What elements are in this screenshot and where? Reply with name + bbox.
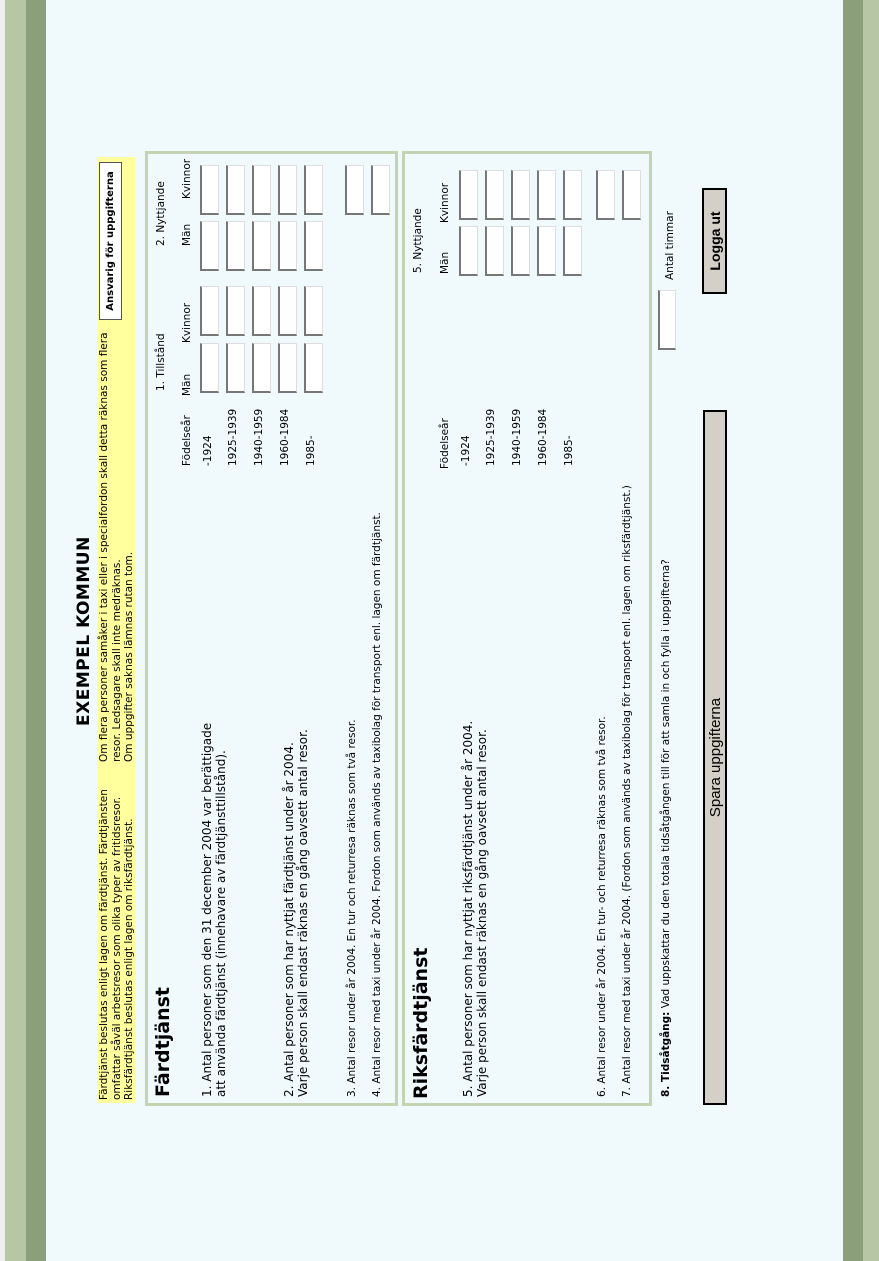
row-label: 1985- — [563, 435, 575, 466]
info-fardtjanst-text: Färdtjänst beslutas enligt lagen om färdtjänst. Färdtjänsten omfattar såväl arbetsresor som olika typer av fritidsresor. — [98, 789, 123, 1100]
save-button[interactable]: Spara uppgifterna — [703, 410, 727, 1105]
q1-men-input[interactable] — [278, 343, 297, 393]
q5-text — [461, 721, 489, 1097]
q1-men-input[interactable] — [200, 343, 219, 393]
row-label: 1960-1984 — [279, 408, 291, 466]
row-label: 1925-1939 — [227, 408, 239, 466]
q1-women-input[interactable] — [252, 286, 271, 336]
q1-women-input[interactable] — [304, 286, 323, 336]
q1-women-input[interactable] — [226, 286, 245, 336]
row-label: 1925-1939 — [485, 408, 497, 466]
q6-input[interactable] — [596, 170, 615, 220]
q2-men-input[interactable] — [226, 221, 245, 271]
row-label: -1924 — [202, 435, 214, 466]
q2-men-input[interactable] — [200, 221, 219, 271]
q2-women-input[interactable] — [278, 165, 297, 215]
q4-input[interactable] — [371, 165, 390, 215]
row-label: 1985- — [305, 435, 317, 466]
responsible-area — [97, 157, 135, 323]
q2-line1: 2. Antal personer som har nyttjat färdtjänst under år 2004. — [282, 742, 296, 1097]
q5-women-input[interactable] — [511, 170, 530, 220]
responsible-button[interactable]: Ansvarig för uppgifterna — [99, 162, 122, 320]
q5-women-input[interactable] — [459, 170, 478, 220]
q7-input[interactable] — [622, 170, 641, 220]
col-group-riks-nyttjande: 5. Nyttjande — [412, 208, 424, 273]
q2-women-input[interactable] — [200, 165, 219, 215]
q2-text — [282, 729, 310, 1097]
q2-women-input[interactable] — [252, 165, 271, 215]
q5-women-input[interactable] — [485, 170, 504, 220]
municipality-title: EXEMPEL KOMMUN — [74, 536, 94, 726]
q1-text — [200, 723, 228, 1097]
q1-women-input[interactable] — [278, 286, 297, 336]
row-label: 1940-1959 — [511, 408, 523, 466]
q5-men-input[interactable] — [563, 226, 582, 276]
q1-men-input[interactable] — [252, 343, 271, 393]
q5-men-input[interactable] — [485, 226, 504, 276]
q1-line2: att använda färdtjänst (innehavare av färdtjänsttillstånd). — [214, 750, 228, 1097]
col-women-tillstand: Kvinnor — [181, 302, 193, 343]
q6-text: 6. Antal resor under år 2004. En tur- och returresa räknas som två resor. — [596, 716, 608, 1097]
fardtjanst-panel — [145, 151, 398, 1106]
info-box-right — [97, 323, 135, 765]
q5-women-input[interactable] — [537, 170, 556, 220]
q1-line1: 1. Antal personer som den 31 december 2004 var berättigade — [200, 722, 214, 1097]
q3-text: 3. Antal resor under år 2004. En tur och returresa räknas som två resor. — [346, 719, 358, 1097]
q5-women-input[interactable] — [563, 170, 582, 220]
row-label: 1960-1984 — [537, 408, 549, 466]
q4-text: 4. Antal resor med taxi under år 2004. Fordon som används av taxibolag för transport enl. lagen om färdtjänst. — [371, 512, 383, 1097]
q2-men-input[interactable] — [278, 221, 297, 271]
col-women-riks: Kvinnor — [439, 182, 451, 223]
col-men-tillstand: Män — [181, 373, 193, 396]
q1-men-input[interactable] — [304, 343, 323, 393]
q3-input[interactable] — [345, 165, 364, 215]
col-birthyear-riks: Födelseår — [439, 418, 451, 469]
q8-label-bold: 8. Tidsåtgång: — [660, 1011, 672, 1097]
q5-men-input[interactable] — [511, 226, 530, 276]
q1-women-input[interactable] — [200, 286, 219, 336]
logout-button[interactable]: Logga ut — [702, 188, 727, 294]
q2-line2: Varje person skall endast räknas en gång oavsett antal resor. — [296, 729, 310, 1097]
hours-unit-label: Antal timmar — [664, 211, 676, 280]
hours-input[interactable] — [658, 290, 676, 350]
riksfardtjanst-panel — [402, 151, 652, 1106]
q2-women-input[interactable] — [226, 165, 245, 215]
col-men-nyttjande: Män — [181, 223, 193, 246]
col-birthyear: Födelseår — [181, 415, 193, 466]
col-women-nyttjande: Kvinnor — [181, 158, 193, 199]
info-box-left — [97, 765, 135, 1103]
q2-men-input[interactable] — [304, 221, 323, 271]
row-label: 1940-1959 — [253, 408, 265, 466]
info-riksfardtjanst-text: Riksfärdtjänst beslutas enligt lagen om riksfärdtjänst. — [123, 818, 135, 1100]
col-group-nyttjande: 2. Nyttjande — [155, 181, 167, 246]
col-group-tillstand: 1. Tillstånd — [155, 333, 167, 391]
note-samakning-text: Om flera personer samåker i taxi eller i specialfordon skall detta räknas som flera resor. Ledsagare skall inte medräknas. — [98, 332, 123, 762]
col-men-riks: Män — [439, 251, 451, 274]
q1-men-input[interactable] — [226, 343, 245, 393]
note-empty-text: Om uppgifter saknas lämnas rutan tom. — [123, 551, 135, 762]
q5-line1: 5. Antal personer som har nyttjat riksfärdtjänst under år 2004. — [461, 720, 475, 1097]
q8-text — [660, 559, 673, 1097]
q5-line2: Varje person skall endast räknas en gång oavsett antal resor. — [475, 729, 489, 1097]
q5-men-input[interactable] — [537, 226, 556, 276]
q7-text: 7. Antal resor med taxi under år 2004. (Fordon som används av taxibolag för transport enl. lagen om riksfärdtjänst.) — [621, 485, 633, 1097]
q2-men-input[interactable] — [252, 221, 271, 271]
q5-men-input[interactable] — [459, 226, 478, 276]
riksfardtjanst-title: Riksfärdtjänst — [410, 947, 432, 1099]
fardtjanst-title: Färdtjänst — [152, 987, 174, 1097]
row-label: -1924 — [460, 435, 472, 466]
q8-label-rest: Vad uppskattar du den totala tidsåtgången till för att samla in och fylla i uppgifterna? — [660, 559, 672, 1009]
q2-women-input[interactable] — [304, 165, 323, 215]
